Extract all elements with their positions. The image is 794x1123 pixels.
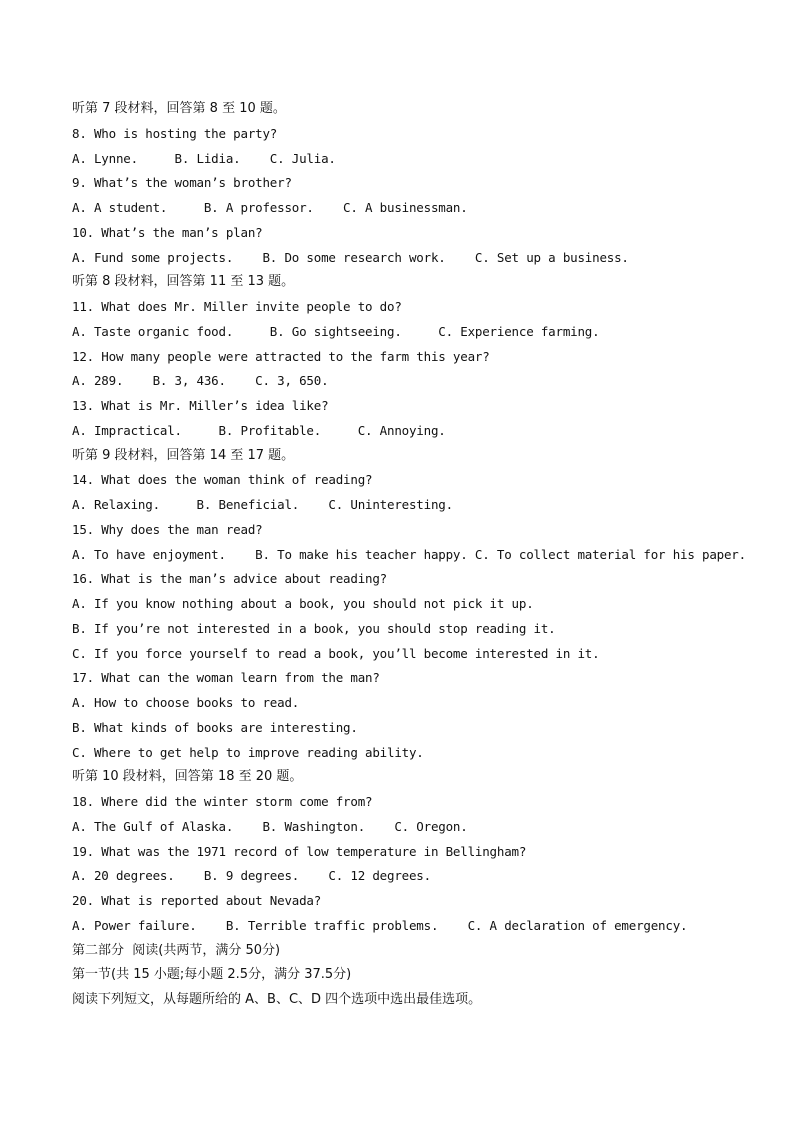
section-instruction-8: 听第 8 段材料，回答第 11 至 13 题。 [72, 274, 295, 290]
option-16-c: C. If you force yourself to read a book, you’ll become interested in it. [72, 645, 600, 661]
options-14: A. Relaxing. B. Beneficial. C. Uninteresting. [72, 497, 453, 512]
section-instruction-10: 听第 10 段材料，回答第 18 至 20 题。 [72, 769, 303, 785]
question-13: 13. What is Mr. Miller’s idea like? [72, 398, 329, 413]
options-18: A. The Gulf of Alaska. B. Washington. C. Oregon. [72, 818, 468, 834]
question-10: 10. What’s the man’s plan? [72, 224, 263, 240]
question-17: 17. What can the woman learn from the man? [72, 670, 380, 686]
question-12: 12. How many people were attracted to the farm this year? [72, 348, 490, 364]
question-20: 20. What is reported about Nevada? [72, 893, 322, 908]
part-two-heading: 第二部分 阅读(共两节，满分 50分) [72, 942, 281, 958]
options-10: A. Fund some projects. B. Do some research work. C. Set up a business. [72, 249, 629, 265]
options-19: A. 20 degrees. B. 9 degrees. C. 12 degrees. [72, 868, 431, 884]
section-one-heading: 第一节(共 15 小题;每小题 2.5分，满分 37.5分) [72, 967, 352, 983]
options-9: A. A student. B. A professor. C. A businessman. [72, 200, 468, 215]
options-20: A. Power failure. B. Terrible traffic problems. C. A declaration of emergency. [72, 917, 688, 933]
option-17-b: B. What kinds of books are interesting. [72, 719, 358, 735]
question-19: 19. What was the 1971 record of low temperature in Bellingham? [72, 843, 527, 859]
section-instruction-9: 听第 9 段材料，回答第 14 至 17 题。 [72, 447, 295, 463]
exam-page [72, 97, 762, 1013]
question-11: 11. What does Mr. Miller invite people to do? [72, 299, 402, 314]
option-17-a: A. How to choose books to read. [72, 695, 300, 710]
question-16: 16. What is the man’s advice about reading? [72, 571, 388, 587]
question-15: 15. Why does the man read? [72, 521, 263, 537]
question-9: 9. What’s the woman’s brother? [72, 175, 292, 191]
section-instruction-7: 听第 7 段材料，回答第 8 至 10 题。 [72, 101, 286, 116]
question-18: 18. Where did the winter storm come from? [72, 794, 373, 809]
option-17-c: C. Where to get help to improve reading ability. [72, 744, 424, 760]
option-16-a: A. If you know nothing about a book, you should not pick it up. [72, 596, 534, 611]
options-8: A. Lynne. B. Lidia. C. Julia. [72, 150, 336, 166]
options-15: A. To have enjoyment. B. To make his teacher happy. C. To collect material for his paper. [72, 546, 746, 562]
reading-instruction: 阅读下列短文，从每题所给的 A、B、C、D 四个选项中选出最佳选项。 [72, 992, 482, 1007]
options-11: A. Taste organic food. B. Go sightseeing. C. Experience farming. [72, 323, 600, 339]
options-12: A. 289. B. 3, 436. C. 3, 650. [72, 373, 329, 389]
options-13: A. Impractical. B. Profitable. C. Annoying. [72, 422, 446, 438]
question-8: 8. Who is hosting the party? [72, 125, 278, 141]
question-14: 14. What does the woman think of reading? [72, 472, 373, 488]
option-16-b: B. If you’re not interested in a book, you should stop reading it. [72, 620, 556, 636]
